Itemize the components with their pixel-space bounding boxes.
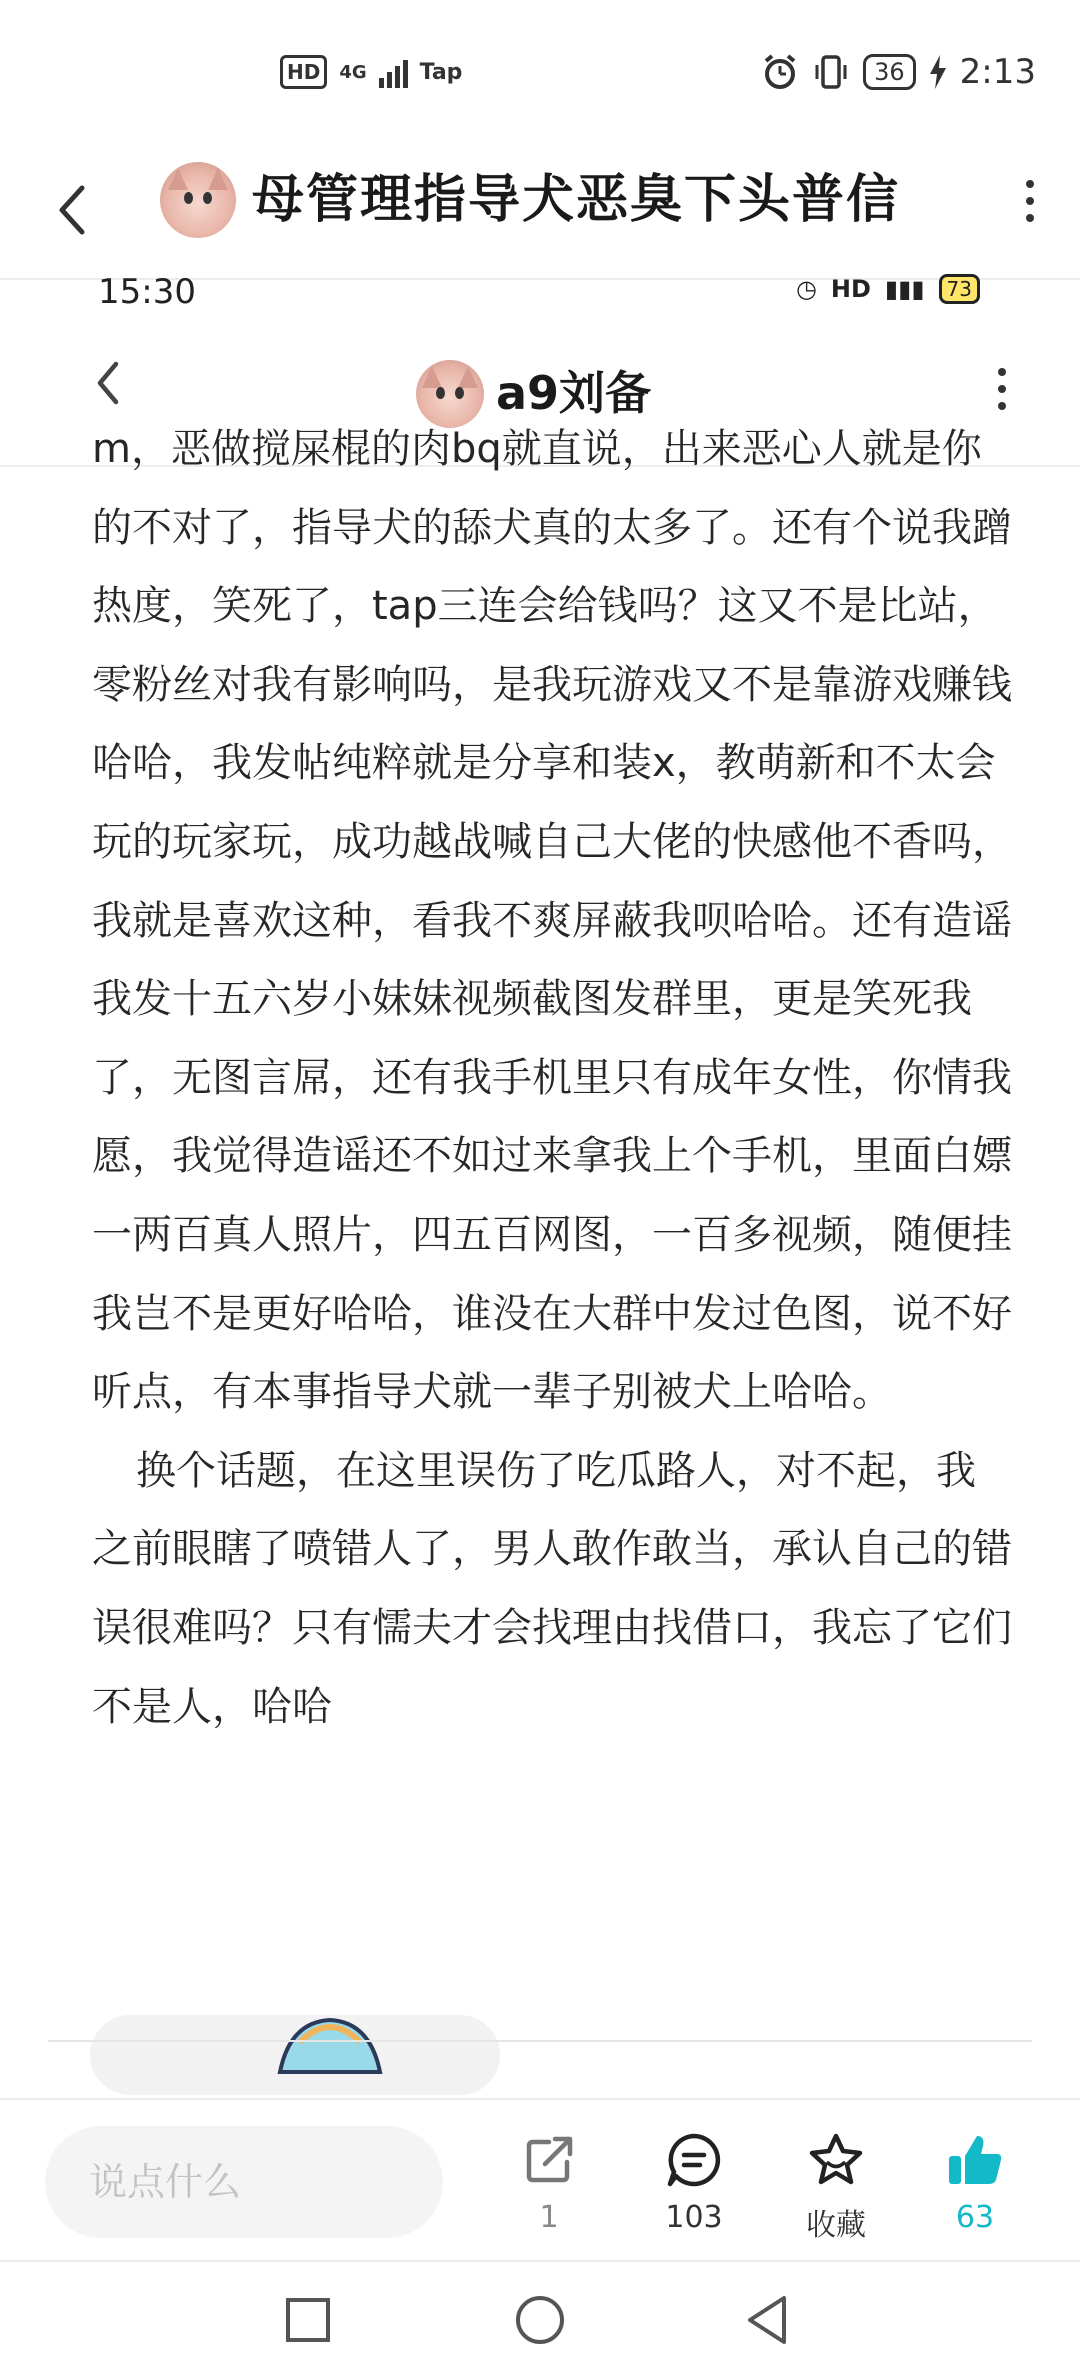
embedded-hd-badge: HD xyxy=(830,275,871,303)
status-left xyxy=(280,55,462,89)
embedded-time: 15:30 xyxy=(98,272,196,312)
tap-app-label: Tap xyxy=(419,59,463,85)
hd-badge: HD xyxy=(280,55,327,89)
home-icon[interactable] xyxy=(510,2290,570,2350)
comment-input[interactable] xyxy=(45,2126,443,2238)
embedded-username: a9刘备 xyxy=(496,366,652,420)
charging-icon xyxy=(930,55,946,89)
thumbs-up-icon xyxy=(945,2130,1005,2190)
avatar[interactable] xyxy=(160,162,236,238)
status-time: 2:13 xyxy=(959,52,1036,92)
embedded-divider xyxy=(48,2040,1032,2042)
embedded-body xyxy=(92,426,1012,2020)
share-button[interactable] xyxy=(494,2130,604,2235)
embedded-back-icon xyxy=(86,348,136,418)
embedded-battery: 73 xyxy=(939,274,980,304)
embedded-status-bar xyxy=(0,272,1080,312)
status-right xyxy=(761,52,1036,92)
battery-indicator: 36 xyxy=(863,54,916,90)
share-count: 1 xyxy=(539,2200,559,2235)
back-arrow-icon[interactable] xyxy=(44,170,114,250)
embedded-signal-icon: ▮▮▮ xyxy=(884,275,925,303)
favorite-button[interactable] xyxy=(781,2130,891,2244)
signal-icon xyxy=(379,56,408,88)
comment-button[interactable] xyxy=(639,2130,749,2235)
favorite-label: 收藏 xyxy=(806,2208,866,2243)
page-title: 母管理指导犬恶臭下头普信 xyxy=(252,170,901,230)
system-nav-bar xyxy=(0,2260,1080,2378)
top-nav xyxy=(0,150,1080,280)
like-button[interactable] xyxy=(920,2130,1030,2235)
comment-icon xyxy=(664,2130,724,2190)
star-icon xyxy=(806,2130,866,2190)
sticker-icon xyxy=(270,2012,390,2072)
embedded-status-icons xyxy=(796,274,980,304)
embedded-alarm-icon: ◷ xyxy=(795,275,817,303)
embedded-more-icon xyxy=(982,368,1022,410)
system-back-icon[interactable] xyxy=(740,2290,800,2350)
status-bar xyxy=(0,0,1080,150)
action-bar xyxy=(0,2098,1080,2260)
more-options-icon[interactable] xyxy=(1010,180,1050,222)
share-icon xyxy=(519,2130,579,2190)
recent-apps-icon[interactable] xyxy=(278,2290,338,2350)
network-type: 4G xyxy=(339,61,367,83)
post-text xyxy=(92,410,1012,1746)
paragraph-1: m，恶做搅屎棍的肉bq就直说，出来恶心人就是你的不对了，指导犬的舔犬真的太多了。还有个说我蹭热度，笑死了，tap三连会给钱吗？这又不是比站，零粉丝对我有影响吗，是我玩游戏又不是靠游戏赚钱哈哈，我发帖纯粹就是分享和装x，教萌新和不太会玩的玩家玩，成功越战喊自己大佬的快感他不香吗，我就是喜欢这种，看我不爽屏蔽我呗哈哈。还有造谣我发十五六岁小妹妹视频截图发群里，更是笑死我了，无图言屌，还有我手机里只有成年女性，你情我愿，我觉得造谣还不如过来拿我上个手机，里面白嫖一两百真人照片，四五百网图，一百多视频，随便挂我岂不是更好哈哈，谁没在大群中发过色图，说不好听点，有本事指导犬就一辈子别被犬上哈哈。 xyxy=(92,426,1012,1416)
vibrate-icon xyxy=(813,53,849,91)
comment-placeholder: 说点什么 xyxy=(89,2160,242,2204)
alarm-icon xyxy=(761,53,799,91)
paragraph-2: 换个话题，在这里误伤了吃瓜路人，对不起，我之前眼瞎了喷错人了，男人敢作敢当，承认自己的错误很难吗？只有懦夫才会找理由找借口，我忘了它们不是人，哈哈 xyxy=(92,1447,1012,1730)
like-count: 63 xyxy=(955,2200,995,2235)
post-image xyxy=(0,272,1080,2100)
comment-count: 103 xyxy=(665,2200,723,2235)
